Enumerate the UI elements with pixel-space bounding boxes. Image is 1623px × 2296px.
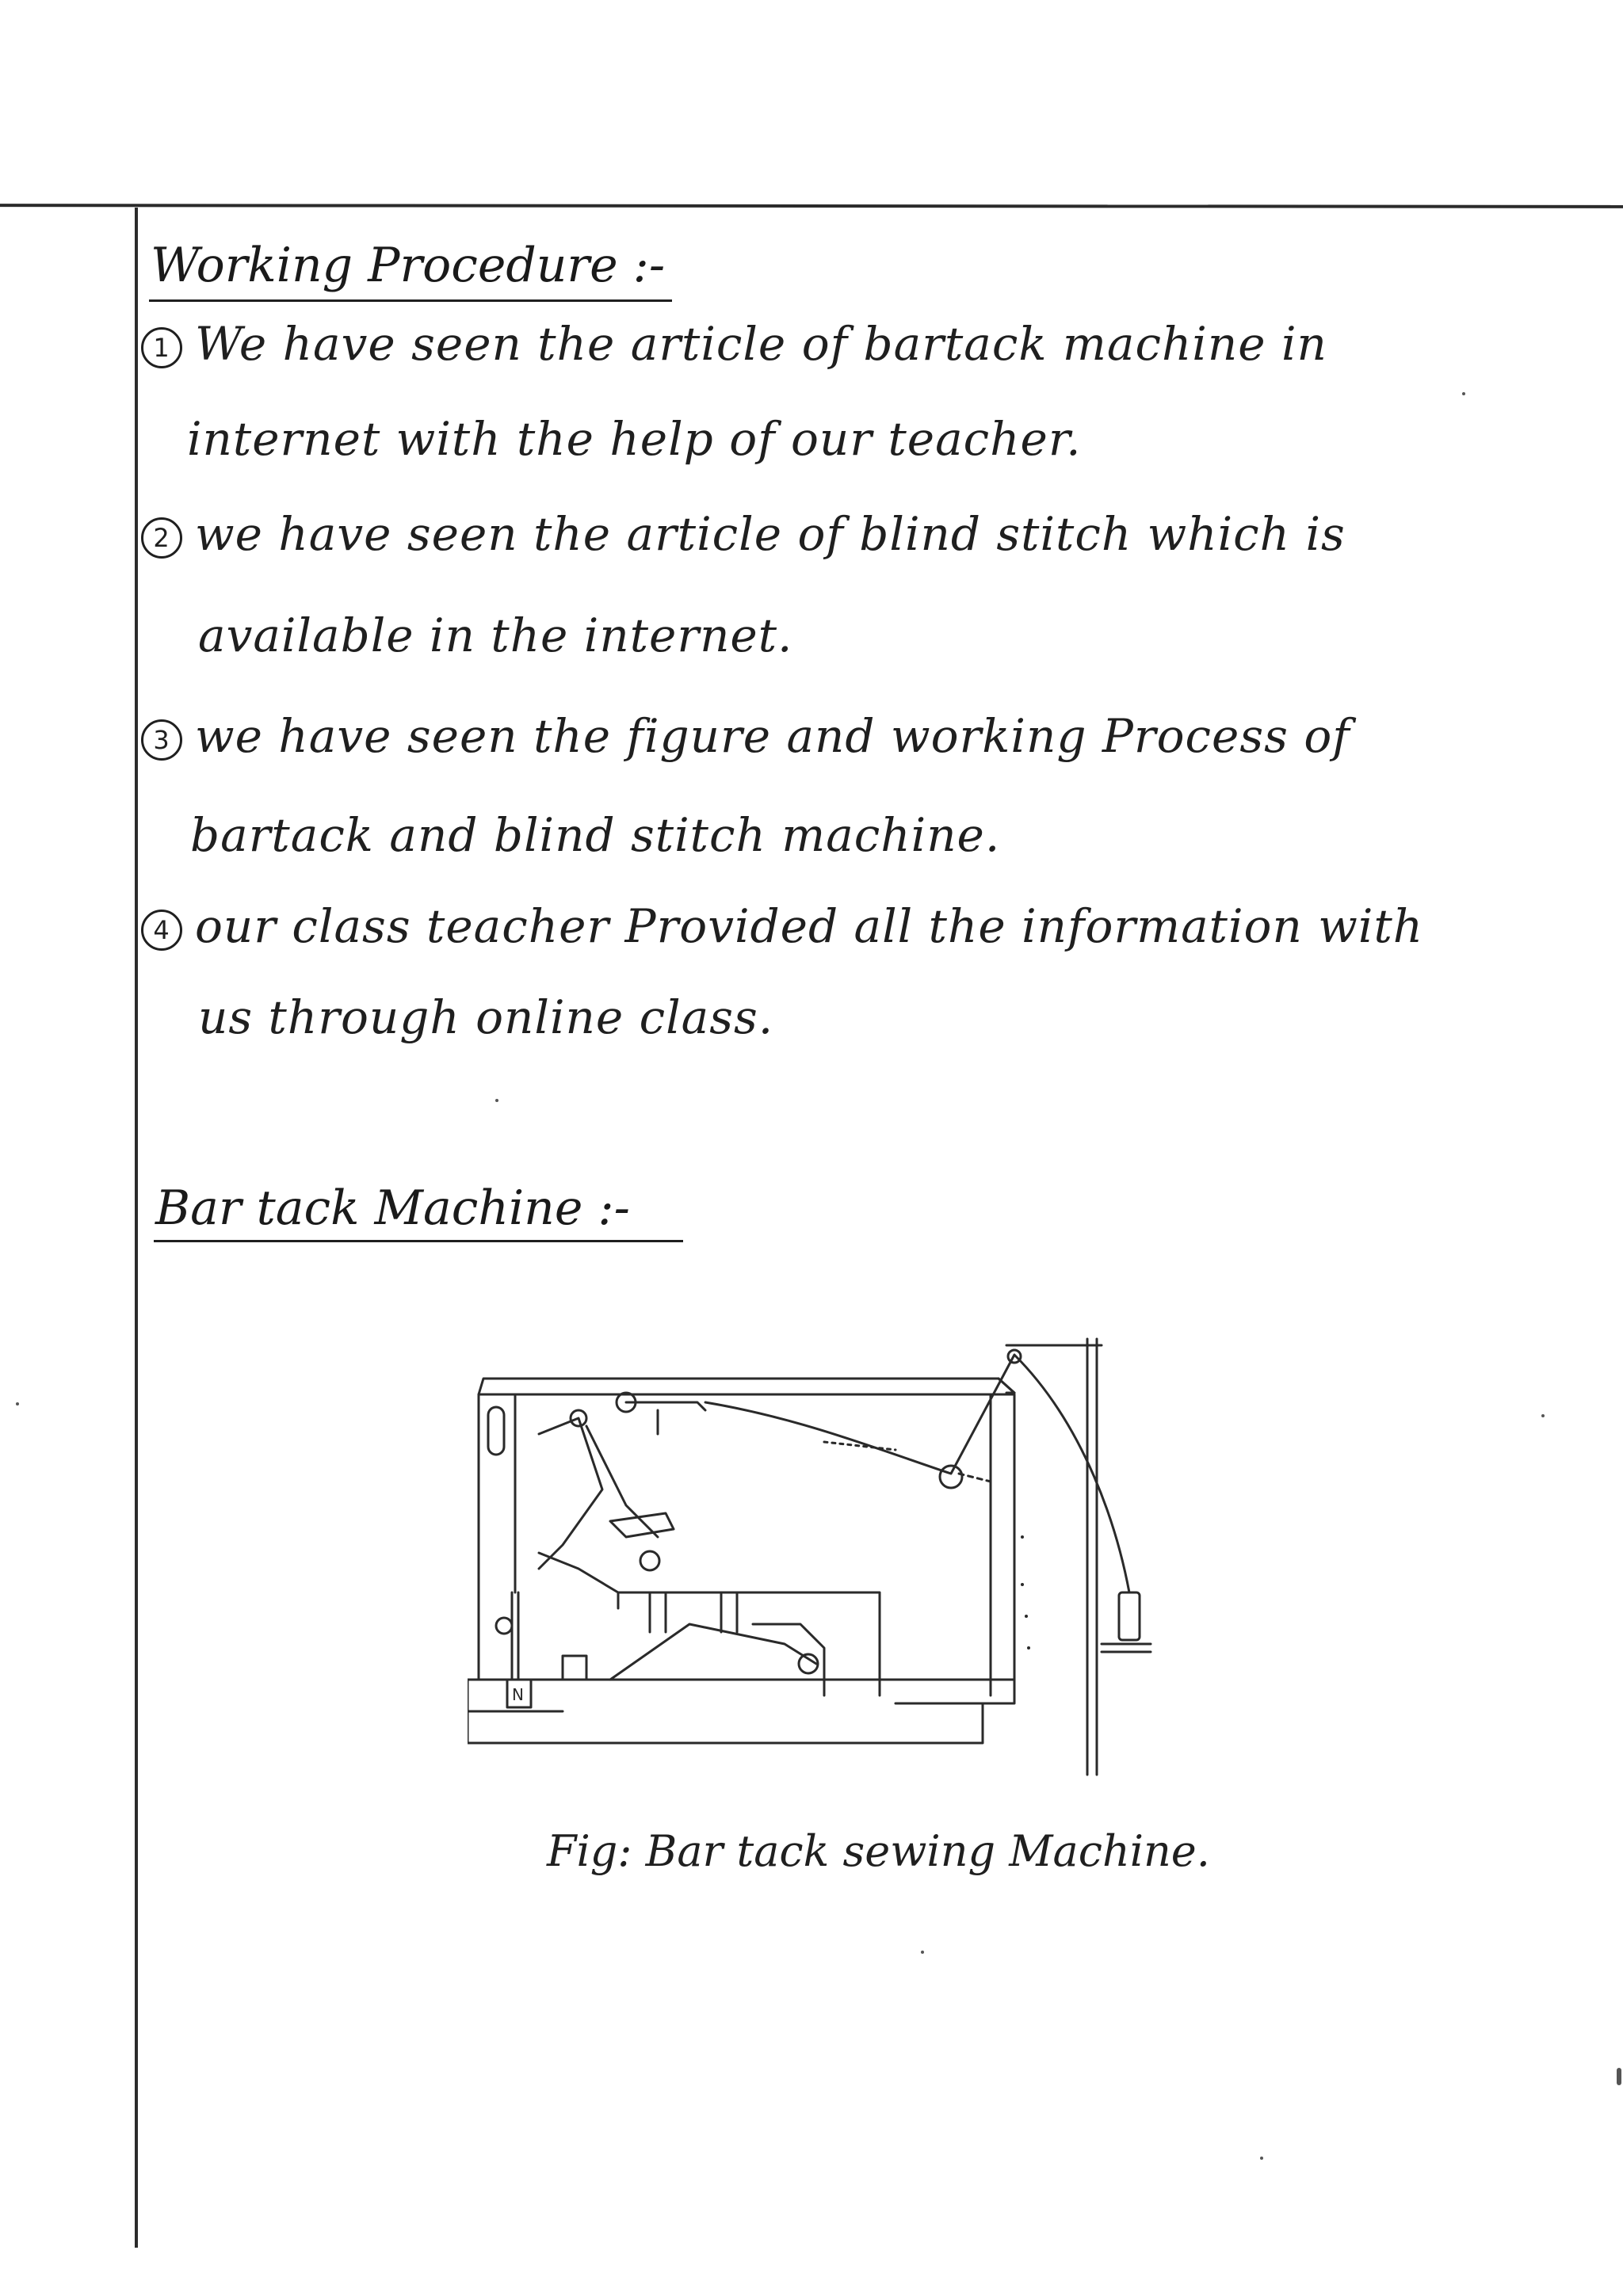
scan-speck (1260, 2157, 1263, 2160)
item-number-badge: 1 (141, 327, 182, 368)
scan-speck (495, 1099, 498, 1102)
section-heading-bar-tack-machine: Bar tack Machine :- (155, 1180, 630, 1236)
scan-speck (1541, 1414, 1545, 1417)
svg-text:N: N (512, 1685, 524, 1704)
heading-underline (154, 1240, 683, 1242)
page-margin-line (135, 208, 138, 2248)
item-text: we have seen the figure and working Process of (195, 709, 1350, 763)
item-number-badge: 2 (141, 517, 182, 559)
procedure-item-3-line-1 (141, 709, 1350, 763)
procedure-item-2-line-2: available in the internet. (198, 608, 793, 662)
item-number-badge: 4 (141, 910, 182, 951)
item-number-badge: 3 (141, 719, 182, 761)
scan-speck (1617, 2068, 1621, 2085)
bar-tack-machine-illustration (468, 1331, 1181, 1822)
page-top-rule (0, 204, 1623, 208)
procedure-item-4-line-1 (141, 899, 1423, 953)
procedure-item-4-line-2: us through online class. (198, 990, 774, 1044)
procedure-item-1-line-1 (141, 317, 1327, 371)
procedure-item-1-line-2: internet with the help of our teacher. (187, 412, 1082, 466)
item-text: our class teacher Provided all the information with (195, 899, 1424, 953)
item-text: We have seen the article of bartack machine in (195, 317, 1327, 371)
procedure-item-2-line-1 (141, 507, 1346, 561)
procedure-item-3-line-2: bartack and blind stitch machine. (190, 808, 1001, 862)
item-text: we have seen the article of blind stitch which is (195, 507, 1346, 561)
scan-speck (921, 1951, 924, 1954)
section-heading-working-procedure: Working Procedure :- (151, 238, 666, 293)
heading-underline (149, 299, 672, 302)
figure-caption: Fig: Bar tack sewing Machine. (547, 1826, 1210, 1876)
scan-speck (16, 1402, 19, 1405)
scan-speck (1462, 392, 1465, 395)
